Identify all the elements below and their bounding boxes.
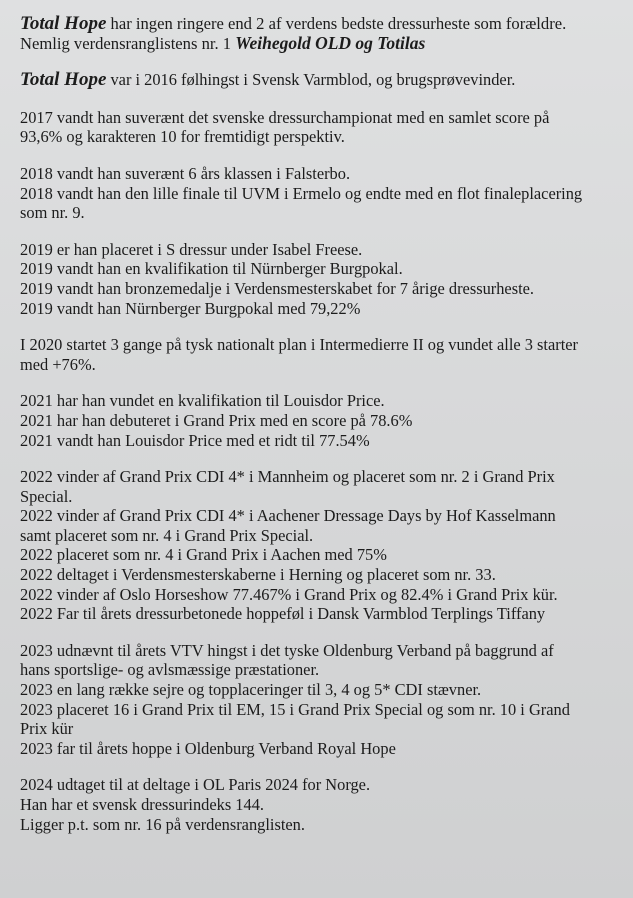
text-2016: var i 2016 følhingst i Svensk Varmblod, og brugsprøvevinder.: [106, 70, 516, 90]
paragraph-2019: [20, 240, 623, 318]
line-2023-3: 2023 en lang række sejre og topplaceringer til 3, 4 og 5* CDI stævner.: [20, 680, 482, 700]
line-2018-1: 2018 vandt han suverænt 6 års klassen i Falsterbo.: [20, 163, 351, 183]
paragraph-2024: [20, 775, 623, 834]
paragraph-2023: [20, 641, 623, 759]
line-2023-4: 2023 placeret 16 i Grand Prix til EM, 15 i Grand Prix Special og som nr. 10 i Grand: [20, 699, 570, 719]
horse-name: Total Hope: [20, 13, 107, 34]
line-2020-2: med +76%.: [20, 354, 96, 374]
intro-line-2: [20, 34, 623, 54]
parents-names: Weihegold OLD og Totilas: [235, 32, 426, 53]
line-2020-1: I 2020 startet 3 gange på tysk nationalt plan i Intermedierre II og vundet alle 3 starter: [20, 335, 579, 355]
line-2019-4: 2019 vandt han Nürnberger Burgpokal med 79,22%: [20, 298, 361, 318]
line-2018-2: 2018 vandt han den lille finale til UVM i Ermelo og endte med en flot finaleplacering: [20, 183, 583, 203]
line-2022-8: 2022 Far til årets dressurbetonede hoppeføl i Dansk Varmblod Terplings Tiffany: [20, 604, 546, 624]
line-2016: [20, 70, 623, 90]
line-2024-1: 2024 udtaget til at deltage i OL Paris 2024 for Norge.: [20, 775, 371, 795]
intro-line-1-text: har ingen ringere end 2 af verdens bedste dressurheste som forældre.: [106, 14, 567, 33]
line-2021-1: 2021 har han vundet en kvalifikation til Louisdor Price.: [20, 391, 385, 411]
line-2023-1: 2023 udnævnt til årets VTV hingst i det tyske Oldenburg Verband på baggrund af: [20, 640, 554, 660]
line-2022-1: 2022 vinder af Grand Prix CDI 4* i Mannheim og placeret som nr. 2 i Grand Prix: [20, 467, 555, 487]
line-2021-2: 2021 har han debuteret i Grand Prix med en score på 78.6%: [20, 410, 413, 430]
line-2024-3: Ligger p.t. som nr. 16 på verdensranglisten.: [20, 814, 305, 834]
line-2022-2: Special.: [20, 486, 73, 506]
line-2018-3: som nr. 9.: [20, 203, 85, 223]
line-2022-5: 2022 placeret som nr. 4 i Grand Prix i Aachen med 75%: [20, 545, 387, 565]
horse-name-2016: Total Hope: [20, 69, 107, 91]
paragraph-2022: [20, 467, 623, 624]
intro-line-2-text: Nemlig verdensranglistens nr. 1: [20, 33, 236, 53]
line-2024-2: Han har et svensk dressurindeks 144.: [20, 795, 264, 814]
line-2023-5: Prix kür: [20, 719, 74, 739]
line-2022-3: 2022 vinder af Grand Prix CDI 4* i Aachener Dressage Days by Hof Kasselmann: [20, 506, 556, 526]
line-2022-7: 2022 vinder af Oslo Horseshow 77.467% i Grand Prix og 82.4% i Grand Prix kür.: [20, 584, 558, 604]
line-2021-3: 2021 vandt han Louisdor Price med et ridt til 77.54%: [20, 430, 370, 450]
intro-line-1: [20, 14, 623, 34]
paragraph-2017: [20, 108, 623, 147]
paragraph-2020: [20, 335, 623, 374]
line-2017-2: 93,6% og karakteren 10 for fremtidigt perspektiv.: [20, 127, 345, 147]
line-2022-6: 2022 deltaget i Verdensmesterskaberne i Herning og placeret som nr. 33.: [20, 565, 496, 585]
line-2023-2: hans sportslige- og avlsmæssige præstationer.: [20, 660, 320, 680]
paragraph-2021: [20, 391, 623, 450]
paragraph-2016: [20, 70, 623, 90]
line-2023-6: 2023 far til årets hoppe i Oldenburg Verband Royal Hope: [20, 738, 396, 758]
line-2019-1: 2019 er han placeret i S dressur under Isabel Freese.: [20, 239, 363, 259]
line-2022-4: samt placeret som nr. 4 i Grand Prix Special.: [20, 525, 314, 545]
paragraph-2018: [20, 164, 623, 223]
line-2017-1: 2017 vandt han suverænt det svenske dressurchampionat med en samlet score på: [20, 107, 550, 127]
intro-paragraph: [20, 14, 623, 53]
line-2019-3: 2019 vandt han bronzemedalje i Verdensmesterskabet for 7 årige dressurheste.: [20, 278, 535, 298]
line-2019-2: 2019 vandt han en kvalifikation til Nürnberger Burgpokal.: [20, 259, 403, 279]
